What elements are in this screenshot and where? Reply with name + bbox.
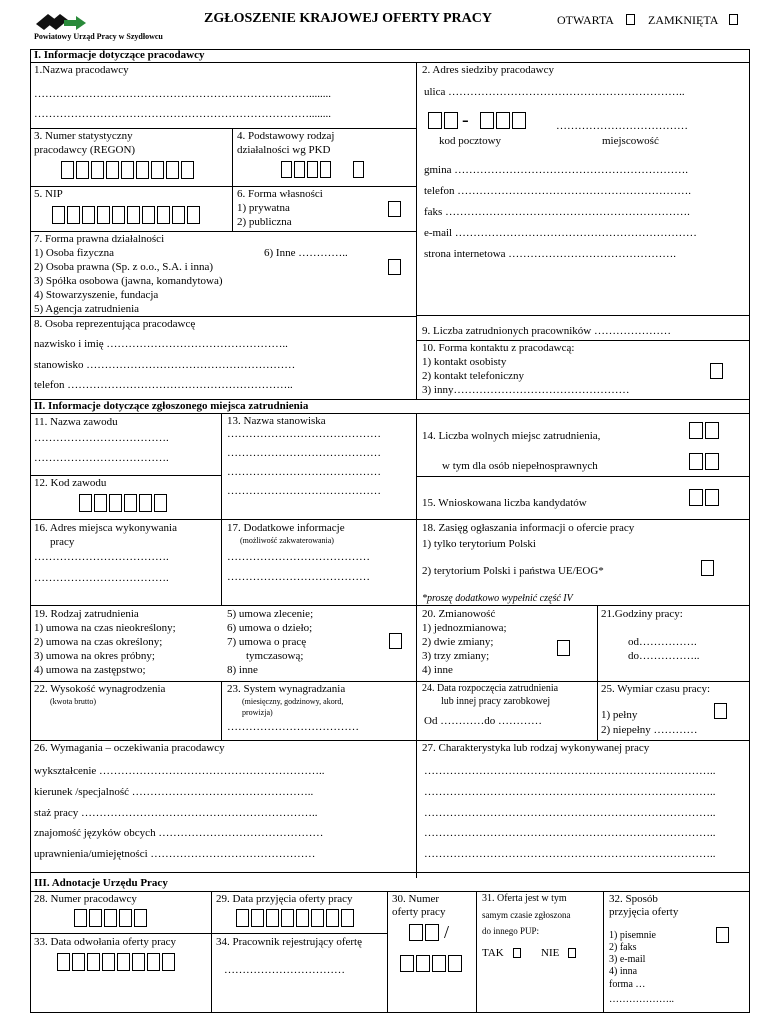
office-name: Powiatowy Urząd Pracy w Szydłowcu — [34, 32, 163, 41]
disabled-vacancies-input[interactable] — [689, 453, 721, 470]
legal-form-option-2: 2) Osoba prawna (Sp. z o.o., S.A. i inna) — [34, 261, 214, 273]
regon-input[interactable] — [61, 161, 196, 179]
field-31-label: 31. Oferta jest w tym — [482, 893, 567, 904]
legal-form-checkbox[interactable] — [388, 259, 401, 275]
field-21-label: 21.Godziny pracy: — [601, 608, 683, 620]
position-name-line[interactable]: …………………………………… — [227, 466, 381, 478]
candidates-input[interactable] — [689, 489, 721, 506]
employment-type-option-8: 8) inne — [227, 664, 258, 676]
job-description-line[interactable]: …………………………………………………………………….. — [424, 848, 716, 860]
additional-info-line[interactable]: ………………………………… — [227, 571, 370, 583]
shift-option-1: 1) jednozmianowa; — [422, 622, 507, 634]
occupation-code-input[interactable] — [79, 494, 169, 512]
employer-number-input[interactable] — [74, 909, 149, 927]
salary-system-line[interactable]: ……………………………… — [227, 721, 359, 733]
field-22-sub: (kwota brutto) — [50, 697, 96, 706]
range-option-1: 1) tylko terytorium Polski — [422, 538, 536, 550]
employment-type-option-2: 2) umowa na czas określony; — [34, 636, 163, 648]
field-10-label: 10. Forma kontaktu z pracodawcą: — [422, 342, 575, 354]
legal-form-option-1: 1) Osoba fizyczna — [34, 247, 115, 259]
hours-from-field[interactable]: od……………. — [628, 636, 697, 648]
withdrawal-date-input[interactable] — [57, 953, 177, 971]
closed-checkbox[interactable] — [729, 14, 738, 25]
employment-type-option-4: 4) umowa na zastępstwo; — [34, 664, 146, 676]
phone-field[interactable]: telefon ………………………………………………………. — [424, 185, 692, 197]
field-24-label: lub innej pracy zarobkowej — [441, 696, 551, 707]
city-field[interactable]: ……………………………… — [556, 120, 688, 132]
method-option-3: 3) e-mail — [609, 954, 646, 965]
shift-option-2: 2) dwie zmiany; — [422, 636, 494, 648]
range-option-2: 2) terytorium Polski i państwa UE/EOG* — [422, 565, 604, 577]
field-1-line[interactable]: …………………………………………………………………........ — [34, 108, 331, 120]
representative-phone[interactable]: telefon …………………………………………………….. — [34, 379, 293, 391]
employment-type-option-1: 1) umowa na czas nieokreślony; — [34, 622, 176, 634]
field-6-label: 6. Forma własności — [237, 188, 323, 200]
postal-code-label: kod pocztowy — [439, 135, 502, 147]
job-description-line[interactable]: …………………………………………………………………….. — [424, 786, 716, 798]
additional-info-line[interactable]: ………………………………… — [227, 551, 370, 563]
worktime-checkbox[interactable] — [714, 703, 727, 719]
field-31-label: samym czasie zgłoszona — [482, 910, 571, 920]
method-checkbox[interactable] — [716, 927, 729, 943]
specialization-field[interactable]: kierunek /specjalność ………………………………………….. — [34, 786, 314, 798]
open-label: OTWARTA — [557, 13, 614, 27]
employment-type-option-7b: tymczasową; — [246, 650, 304, 662]
other-office-no-label: NIE — [541, 947, 560, 959]
languages-field[interactable]: znajomość języków obcych ……………………………………… — [34, 827, 324, 839]
section-2-title: II. Informacje dotyczące zgłoszonego miejsca zatrudnienia — [34, 400, 309, 412]
logo-icon — [34, 10, 88, 32]
field-14-label: 14. Liczba wolnych miejsc zatrudnienia, — [422, 430, 601, 442]
ownership-option-1: 1) prywatna — [237, 202, 290, 214]
field-3-label: 3. Numer statystyczny — [34, 130, 133, 142]
shift-option-4: 4) inne — [422, 664, 453, 676]
worktime-option-2[interactable]: 2) niepełny ………… — [601, 724, 698, 736]
field-30-label: 30. Numer — [392, 893, 440, 905]
offer-number-slash: / — [444, 922, 450, 942]
ownership-option-2: 2) publiczna — [237, 216, 292, 228]
legal-form-option-3: 3) Spółka osobowa (jawna, komandytowa) — [34, 275, 223, 287]
field-4-label: 4. Podstawowy rodzaj — [237, 130, 335, 142]
method-option-2: 2) faks — [609, 942, 637, 953]
legal-form-option-5: 5) Agencja zatrudnienia — [34, 303, 140, 315]
other-office-yes-checkbox[interactable] — [513, 948, 521, 958]
field-3-label: pracodawcy (REGON) — [34, 144, 136, 156]
website-field[interactable]: strona internetowa ………………………………………. — [424, 248, 677, 260]
education-field[interactable]: wykształcenie …………………………………………………….. — [34, 765, 325, 777]
position-name-line[interactable]: …………………………………… — [227, 447, 381, 459]
contact-option-1: 1) kontakt osobisty — [422, 356, 507, 368]
field-2-label: 2. Adres siedziby pracodawcy — [422, 64, 554, 76]
shift-option-3: 3) trzy zmiany; — [422, 650, 490, 662]
field-23-label: 23. System wynagradzania — [227, 683, 346, 695]
pkd-letter-box[interactable] — [353, 161, 364, 178]
contact-checkbox[interactable] — [710, 363, 723, 379]
work-address-line[interactable]: ………………………………. — [34, 551, 169, 563]
field-31-label: do innego PUP: — [482, 926, 540, 936]
field-26-label: 26. Wymagania – oczekiwania pracodawcy — [34, 742, 225, 754]
employment-type-option-6: 6) umowa o dzieło; — [227, 622, 313, 634]
legal-form-option-4: 4) Stowarzyszenie, fundacja — [34, 289, 159, 301]
postal-dash: - — [462, 109, 469, 131]
worktime-option-1: 1) pełny — [601, 709, 638, 721]
field-13-label: 13. Nazwa stanowiska — [227, 415, 326, 427]
postal-code-part2[interactable] — [480, 112, 528, 129]
employment-type-option-3: 3) umowa na okres próbny; — [34, 650, 155, 662]
employment-type-option-7: 7) umowa o pracę — [227, 636, 307, 648]
field-14-sub: w tym dla osób niepełnosprawnych — [442, 460, 598, 472]
offer-number-part1[interactable] — [409, 924, 441, 941]
field-32-label: przyjęcia oferty — [609, 906, 679, 918]
pkd-input[interactable] — [281, 161, 333, 178]
job-description-line[interactable]: …………………………………………………………………….. — [424, 765, 716, 777]
shift-checkbox[interactable] — [557, 640, 570, 656]
field-30-label: oferty pracy — [392, 906, 446, 918]
field-16-label: pracy — [50, 536, 75, 548]
range-checkbox[interactable] — [701, 560, 714, 576]
closed-label: ZAMKNIĘTA — [648, 13, 719, 27]
city-label: miejscowość — [602, 135, 659, 147]
vacancies-input[interactable] — [689, 422, 721, 439]
field-33-label: 33. Data odwołania oferty pracy — [34, 936, 177, 948]
job-description-line[interactable]: …………………………………………………………………….. — [424, 827, 716, 839]
street-field[interactable]: ulica ……………………………………………………….. — [424, 86, 685, 98]
field-1-line[interactable]: …………………………………………………………………........ — [34, 88, 331, 100]
field-34-label: 34. Pracownik rejestrujący ofertę — [216, 936, 362, 948]
field-11-label: 11. Nazwa zawodu — [34, 416, 118, 428]
field-8-label: 8. Osoba reprezentująca pracodawcę — [34, 318, 196, 330]
other-office-yes-label: TAK — [482, 947, 504, 959]
section-3-title: III. Adnotacje Urzędu Pracy — [34, 877, 168, 889]
fax-field[interactable]: faks …………………………………………………………. — [424, 206, 690, 218]
field-5-label: 5. NIP — [34, 188, 63, 200]
open-checkbox[interactable] — [626, 14, 635, 25]
field-9-label[interactable]: 9. Liczba zatrudnionych pracowników ………………… — [422, 325, 671, 337]
field-1-label: 1.Nazwa pracodawcy — [34, 64, 129, 76]
permissions-field[interactable]: uprawnienia/umiejętności ……………………………………… — [34, 848, 316, 860]
method-option-1: 1) pisemnie — [609, 930, 656, 941]
field-16-label: 16. Adres miejsca wykonywania — [34, 522, 177, 534]
field-23-sub: prowizja) — [242, 708, 273, 717]
field-27-label: 27. Charakterystyka lub rodzaj wykonywanej pracy — [422, 742, 650, 754]
contact-option-3[interactable]: 3) inny………………………………………… — [422, 384, 630, 396]
field-17-label: 17. Dodatkowe informacje — [227, 522, 345, 534]
field-19-label: 19. Rodzaj zatrudnienia — [34, 608, 139, 620]
acceptance-date-input[interactable] — [236, 909, 356, 927]
field-18-label: 18. Zasięg ogłaszania informacji o ofercie pracy — [422, 522, 635, 534]
contact-option-2: 2) kontakt telefoniczny — [422, 370, 525, 382]
employment-type-checkbox[interactable] — [389, 633, 402, 649]
field-29-label: 29. Data przyjęcia oferty pracy — [216, 893, 353, 905]
field-28-label: 28. Numer pracodawcy — [34, 893, 137, 905]
work-address-line[interactable]: ………………………………. — [34, 572, 169, 584]
method-other-line[interactable]: ……………….. — [609, 994, 674, 1005]
section-1-title: I. Informacje dotyczące pracodawcy — [34, 49, 205, 61]
field-15-label: 15. Wnioskowana liczba kandydatów — [422, 497, 587, 509]
commune-field[interactable]: gmina ………………………………………………………. — [424, 164, 688, 176]
job-description-line[interactable]: …………………………………………………………………….. — [424, 807, 716, 819]
field-20-label: 20. Zmianowość — [422, 608, 496, 620]
experience-field[interactable]: staż pracy ……………………………………………………….. — [34, 807, 318, 819]
field-7-label: 7. Forma prawna działalności — [34, 233, 165, 245]
field-22-label: 22. Wysokość wynagrodzenia — [34, 683, 166, 695]
field-17-sub: (możliwość zakwaterowania) — [240, 536, 334, 545]
method-option-5: forma … — [609, 979, 646, 990]
other-office-no-checkbox[interactable] — [568, 948, 576, 958]
field-25-label: 25. Wymiar czasu pracy: — [601, 683, 711, 695]
field-23-sub: (miesięczny, godzinowy, akord, — [242, 697, 344, 706]
occupation-name-line[interactable]: ………………………………. — [34, 452, 169, 464]
employment-type-option-5: 5) umowa zlecenie; — [227, 608, 314, 620]
field-12-label: 12. Kod zawodu — [34, 477, 107, 489]
method-option-4: 4) inna — [609, 966, 638, 977]
legal-form-option-6: 6) Inne ………….. — [264, 247, 348, 259]
field-4-label: działalności wg PKD — [237, 144, 331, 156]
registering-employee-line[interactable]: …………………………… — [224, 964, 345, 976]
position-name-line[interactable]: …………………………………… — [227, 485, 381, 497]
range-note: *proszę dodatkowo wypełnić część IV — [422, 593, 573, 604]
position-name-line[interactable]: …………………………………… — [227, 428, 381, 440]
hours-to-field[interactable]: do…………….. — [628, 650, 700, 662]
representative-name[interactable]: nazwisko i imię ………………………………………….. — [34, 338, 288, 350]
start-date-range[interactable]: Od …………do ………… — [424, 715, 542, 727]
postal-code-part1[interactable] — [428, 112, 460, 129]
field-32-label: 32. Sposób — [609, 893, 658, 905]
offer-number-part2[interactable] — [400, 955, 464, 972]
email-field[interactable]: e-mail ………………………………………………………… — [424, 227, 697, 239]
representative-position[interactable]: stanowisko ………………………………………………… — [34, 359, 296, 371]
page-title: ZGŁOSZENIE KRAJOWEJ OFERTY PRACY — [204, 11, 492, 26]
field-24-label: 24. Data rozpoczęcia zatrudnienia — [422, 683, 559, 694]
occupation-name-line[interactable]: ………………………………. — [34, 432, 169, 444]
nip-input[interactable] — [52, 206, 202, 224]
ownership-checkbox[interactable] — [388, 201, 401, 217]
